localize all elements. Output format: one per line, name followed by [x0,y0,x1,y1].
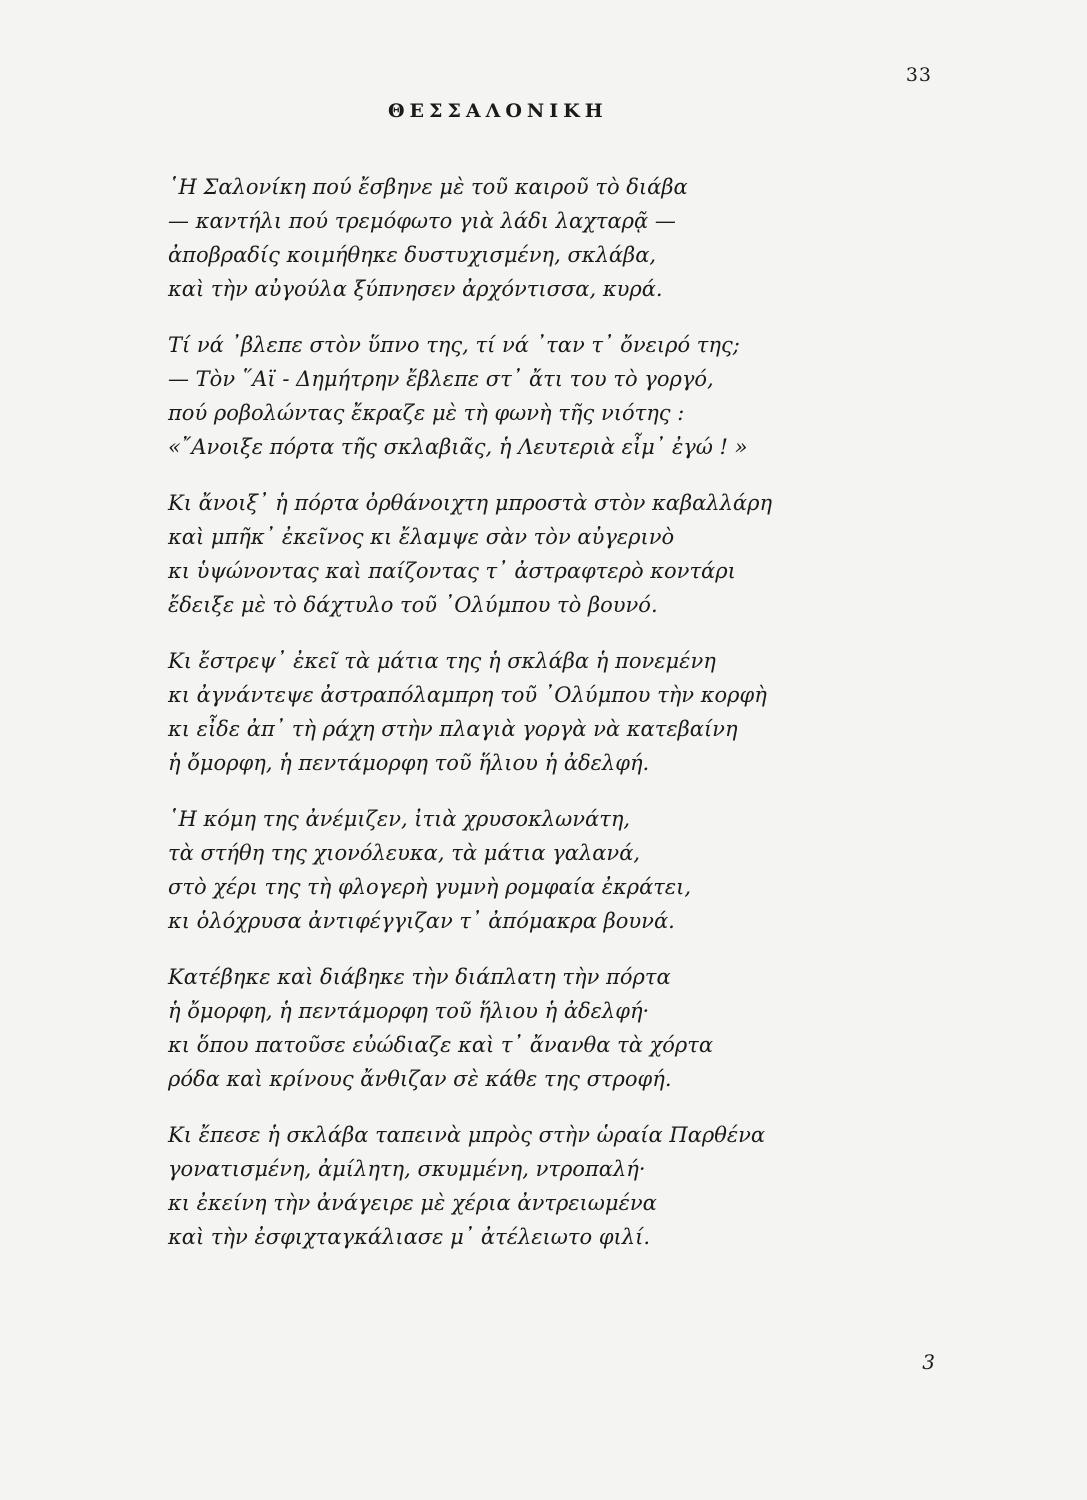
verse-line: ῾Η Σαλονίκη πού ἔσβηνε μὲ τοῦ καιροῦ τὸ διάβα [168,175,688,199]
verse-line: Τί νά ᾿βλεπε στὸν ὕπνο της, τί νά ᾿ταν τ᾿ ὄνειρό της; [168,333,740,357]
verse-line: Κι ἔστρεψ᾿ ἐκεῖ τὰ μάτια της ἡ σκλάβα ἡ πονεμένη [168,649,716,673]
verse-line: Κατέβηκε καὶ διάβηκε τὴν διάπλατη τὴν πόρτα [168,965,671,989]
stanza [168,1118,928,1254]
verse-line: ἀποβραδίς κοιμήθηκε δυστυχισμένη, σκλάβα, [168,243,657,267]
verse-line: — καντήλι πού τρεμόφωτο γιὰ λάδι λαχταρᾷ — [168,209,676,233]
verse-line: πού ροβολώντας ἔκραζε μὲ τὴ φωνὴ τῆς νιότης : [168,401,685,425]
verse-line: κι ἐκείνη τὴν ἀνάγειρε μὲ χέρια ἀντρειωμένα [168,1191,657,1215]
stanza [168,486,928,622]
stanza [168,960,928,1096]
verse-line: τὰ στήθη της χιονόλευκα, τὰ μάτια γαλανά, [168,841,641,865]
verse-line: κι ὑψώνοντας καὶ παίζοντας τ᾿ ἀστραφτερὸ κοντάρι [168,559,736,583]
verse-line: καὶ τὴν αὐγούλα ξύπνησεν ἀρχόντισσα, κυρά. [168,277,663,301]
verse-line: κι εἶδε ἀπ᾿ τὴ ράχη στὴν πλαγιὰ γοργὰ νὰ κατεβαίνη [168,717,738,741]
poem-body [168,170,928,1276]
verse-line: κι ὁλόχρυσα ἀντιφέγγιζαν τ᾿ ἀπόμακρα βουνά. [168,909,675,933]
stanza [168,170,928,306]
verse-line: καὶ τὴν ἐσφιχταγκάλιασε μ᾿ ἀτέλειωτο φιλί. [168,1225,650,1249]
verse-line: «῎Ανοιξε πόρτα τῆς σκλαβιᾶς, ἡ Λευτεριὰ εἶμ᾿ ἐγώ ! » [168,435,748,459]
verse-line: καὶ μπῆκ᾿ ἐκεῖνος κι ἔλαμψε σὰν τὸν αὐγερινὸ [168,525,675,549]
verse-line: ἡ ὄμορφη, ἡ πεντάμορφη τοῦ ἥλιου ἡ ἀδελφή. [168,751,650,775]
stanza [168,328,928,464]
stanza [168,644,928,780]
stanza [168,802,928,938]
verse-line: Κι ἄνοιξ᾿ ἡ πόρτα ὀρθάνοιχτη μπροστὰ στὸν καβαλλάρη [168,491,773,515]
verse-line: κι ἀγνάντεψε ἀστραπόλαμπρη τοῦ ᾿Ολύμπου τὴν κορφὴ [168,683,767,707]
verse-line: ρόδα καὶ κρίνους ἄνθιζαν σὲ κάθε της στροφή. [168,1067,672,1091]
verse-line: στὸ χέρι της τὴ φλογερὴ γυμνὴ ρομφαία ἐκράτει, [168,875,692,899]
page-number: 33 [905,64,932,86]
signature-mark: 3 [922,1350,935,1374]
verse-line: Κι ἔπεσε ἡ σκλάβα ταπεινὰ μπρὸς στὴν ὡραία Παρθένα [168,1123,766,1147]
verse-line: κι ὅπου πατοῦσε εὐώδιαζε καὶ τ᾿ ἄνανθα τὰ χόρτα [168,1033,714,1057]
verse-line: ἡ ὄμορφη, ἡ πεντάμορφη τοῦ ἥλιου ἡ ἀδελφή· [168,999,650,1023]
verse-line: — Τὸν ῞Αϊ - Δημήτρην ἔβλεπε στ᾿ ἄτι του τὸ γοργό, [168,367,714,391]
poem-title: ΘΕΣΣΑΛΟΝΙΚΗ [388,100,608,122]
verse-line: γονατισμένη, ἀμίλητη, σκυμμένη, ντροπαλή· [168,1157,646,1181]
verse-line: ῾Η κόμη της ἀνέμιζεν, ἰτιὰ χρυσοκλωνάτη, [168,807,631,831]
verse-line: ἔδειξε μὲ τὸ δάχτυλο τοῦ ᾿Ολύμπου τὸ βουνό. [168,593,658,617]
